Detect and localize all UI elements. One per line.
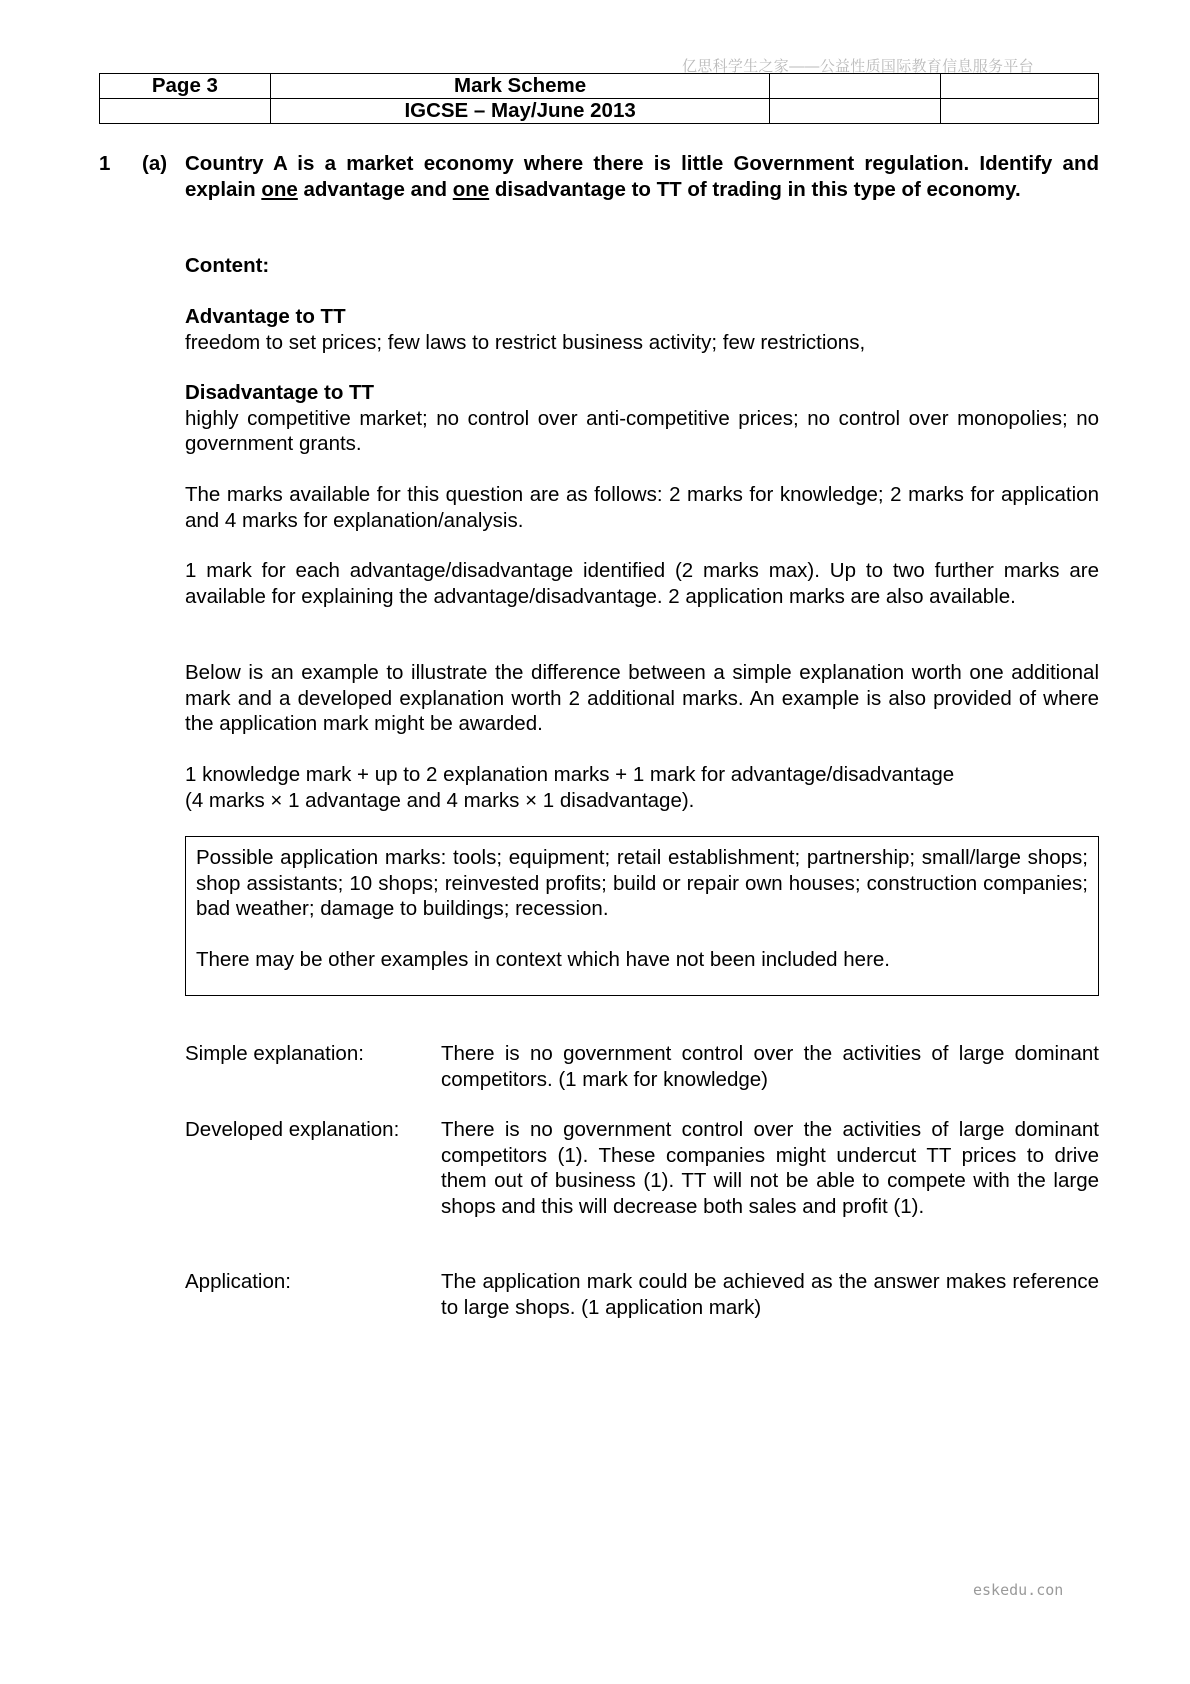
simple-explanation-label: Simple explanation:	[185, 1042, 364, 1065]
advantage-heading: Advantage to TT	[185, 305, 346, 328]
developed-explanation-label: Developed explanation:	[185, 1118, 400, 1141]
application-label: Application:	[185, 1270, 291, 1293]
formula-line-1: 1 knowledge mark + up to 2 explanation marks + 1 mark for advantage/disadvantage	[185, 763, 955, 786]
disadvantage-text: highly competitive market; no control over anti-competitive prices; no control over monopolies; no government grants.	[185, 406, 1099, 455]
question-underline: one	[261, 177, 298, 201]
watermark-top: 亿思科学生之家——公益性质国际教育信息服务平台	[682, 58, 1034, 75]
question-number: 1	[99, 152, 111, 175]
header-empty-cell	[100, 99, 271, 124]
header-row-1	[100, 74, 1099, 99]
header-empty-cell	[941, 99, 1099, 124]
content-heading: Content:	[185, 254, 270, 277]
mark-each-paragraph: 1 mark for each advantage/disadvantage identified (2 marks max). Up to two further marks are available for explaining the advantage/disadvantage. 2 application marks are also available.	[185, 559, 1099, 608]
header-empty-cell	[770, 99, 941, 124]
header-table	[99, 73, 1099, 124]
header-title: Mark Scheme	[270, 74, 770, 99]
header-empty-cell	[941, 74, 1099, 99]
question-text-part: disadvantage to TT of trading in this type of economy.	[489, 177, 1021, 201]
question-part: (a)	[142, 152, 168, 175]
disadvantage-section	[185, 380, 1099, 457]
application-marks-box	[185, 836, 1099, 996]
disadvantage-heading: Disadvantage to TT	[185, 381, 375, 404]
formula-line-2: (4 marks × 1 advantage and 4 marks × 1 disadvantage).	[185, 788, 695, 812]
application-text: The application mark could be achieved as the answer makes reference to large shops. (1 application mark)	[441, 1270, 1099, 1319]
application-marks-text: Possible application marks: tools; equipment; retail establishment; partnership; small/large shops; shop assistants; 10 shops; reinvested profits; build or repair own houses; construction companies; bad weather; damage to buildings; recession.	[196, 846, 1088, 920]
developed-explanation-text: There is no government control over the activities of large dominant competitors (1). These companies might undercut TT prices to drive them out of business (1). TT will not be able to compete with the large shops and this will decrease both sales and profit (1).	[441, 1118, 1099, 1218]
example-intro-paragraph: Below is an example to illustrate the difference between a simple explanation worth one additional mark and a developed explanation worth 2 additional marks. An example is also provided of where the application mark might be awarded.	[185, 661, 1099, 735]
formula-paragraph	[185, 762, 1099, 813]
question-text-part: advantage and	[297, 177, 453, 201]
page-number: Page 3	[100, 74, 271, 99]
advantage-section	[185, 304, 1099, 355]
other-examples-text: There may be other examples in context which have not been included here.	[196, 948, 890, 971]
question-underline: one	[452, 177, 490, 201]
question-text	[185, 151, 1099, 202]
question-text-part: Country A is a market economy where there is little Government regulation. Identify and explain	[185, 152, 1099, 201]
simple-explanation-text: There is no government control over the activities of large dominant competitors. (1 mark for knowledge)	[441, 1042, 1099, 1091]
advantage-text: freedom to set prices; few laws to restrict business activity; few restrictions,	[185, 330, 866, 354]
header-row-2	[100, 99, 1099, 124]
watermark-bottom: eskedu.con	[973, 1581, 1064, 1599]
marks-available-paragraph: The marks available for this question are as follows: 2 marks for knowledge; 2 marks for application and 4 marks for explanation/analysis.	[185, 483, 1099, 532]
header-empty-cell	[770, 74, 941, 99]
header-subtitle: IGCSE – May/June 2013	[270, 99, 770, 124]
